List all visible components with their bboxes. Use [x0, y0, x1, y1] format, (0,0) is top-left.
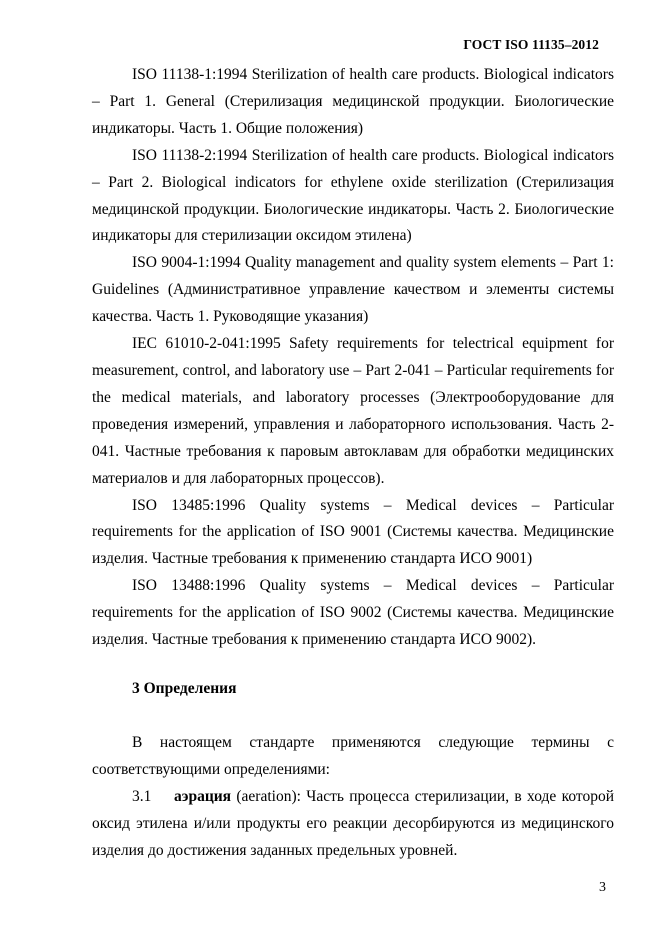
reference-item: ISO 11138-2:1994 Sterilization of health care products. Biological indicators – Part 2. Biological indicators for ethylene oxide sterilization (Стерилизация медицинской продукции. Биологические индикаторы. Часть 2. Биологические индикаторы для стерилизации оксидом этилена) [92, 146, 614, 245]
definition-text: (aeration): Часть процесса стерилизации, в ходе которой оксид этилена и/или продукты его реакции десорбируются из медицинского изделия до достижения заданных предельных уровней. [92, 787, 614, 859]
definition-term: аэрация [174, 787, 232, 805]
reference-item: IEC 61010-2-041:1995 Safety requirements for telectrical equipment for measurement, control, and laboratory use – Part 2-041 – Particular requirements for the medical materials, and laboratory processes (Электрооборудование для проведения измерений, управления и лабораторного использования. Часть 2-041. Частные требования к паровым автоклавам для обработки медицинских материалов и для лабораторных процессов). [92, 335, 614, 487]
definition-item [92, 784, 614, 865]
reference-item: ISO 13485:1996 Quality systems – Medical devices – Particular requirements for the application of ISO 9001 (Системы качества. Медицинские изделия. Частные требования к применению стандарта ИСО 9001) [92, 496, 614, 568]
references-list [92, 62, 614, 654]
reference-item: ISO 9004-1:1994 Quality management and quality system elements – Part 1: Guidelines (Административное управление качеством и элементы системы качества. Часть 1. Руководящие указания) [92, 254, 614, 326]
reference-item: ISO 13488:1996 Quality systems – Medical devices – Particular requirements for the application of ISO 9002 (Системы качества. Медицинские изделия. Частные требования к применению стандарта ИСО 9002). [92, 577, 614, 649]
page-number: 3 [599, 880, 606, 895]
definition-number: 3.1 [132, 787, 152, 805]
definitions-section [92, 730, 614, 865]
definitions-intro: В настоящем стандарте применяются следующие термины с соответствующими определениями: [92, 734, 614, 778]
reference-item: ISO 11138-1:1994 Sterilization of health care products. Biological indicators – Part 1. General (Стерилизация медицинской продукции. Биологические индикаторы. Часть 1. Общие положения) [92, 66, 614, 137]
document-header: ГОСТ ISO 11135–2012 [463, 37, 599, 52]
section-heading: 3 Определения [132, 680, 237, 697]
